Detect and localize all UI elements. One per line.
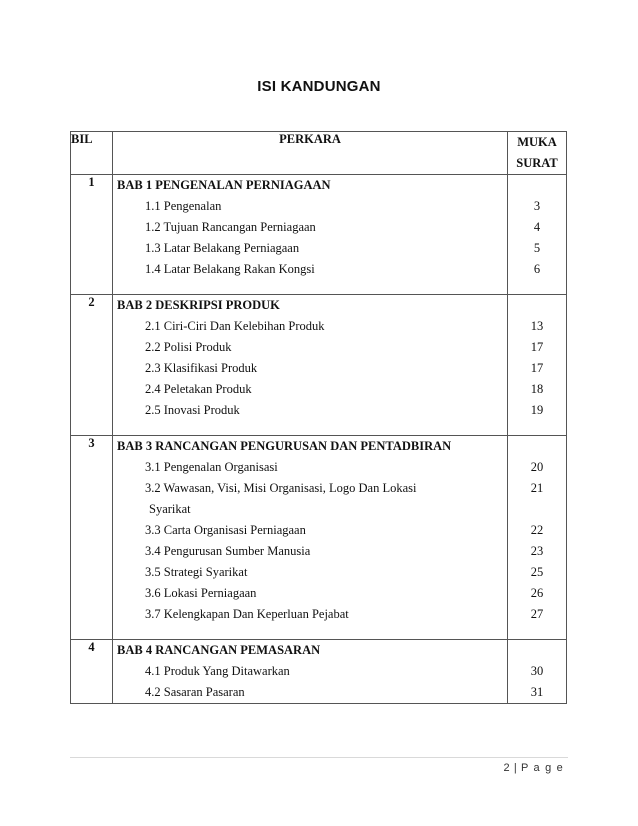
spacer xyxy=(508,295,566,316)
toc-item-page: 17 xyxy=(530,340,544,354)
toc-item-label: 3.2 Wawasan, Visi, Misi Organisasi, Logo Dan Lokasi xyxy=(145,481,417,495)
toc-item-page: 27 xyxy=(530,607,544,621)
footer-divider xyxy=(70,757,568,758)
footer-separator: | xyxy=(513,762,518,774)
toc-item-label: 2.5 Inovasi Produk xyxy=(145,403,240,417)
toc-item-label: 4.1 Produk Yang Ditawarkan xyxy=(145,664,290,678)
toc-item-label: 1.4 Latar Belakang Rakan Kongsi xyxy=(145,262,315,276)
header-muka-line2: SURAT xyxy=(516,156,558,170)
toc-item-label: 4.2 Sasaran Pasaran xyxy=(145,685,245,699)
section-title: BAB 2 DESKRIPSI PRODUK xyxy=(117,298,280,312)
section-title: BAB 4 RANCANGAN PEMASARAN xyxy=(117,643,321,657)
section-gap xyxy=(508,280,566,294)
toc-item-page: 22 xyxy=(530,523,544,537)
toc-item-page: 23 xyxy=(530,544,544,558)
section-number: 2 xyxy=(71,295,113,436)
header-bil: BIL xyxy=(71,132,113,175)
section-pages xyxy=(508,640,567,704)
section-pages xyxy=(508,295,567,436)
toc-item-label: 2.3 Klasifikasi Produk xyxy=(145,361,258,375)
header-perkara: PERKARA xyxy=(113,132,508,175)
section-contents xyxy=(113,295,508,436)
toc-item-page: 30 xyxy=(530,664,544,678)
section-gap xyxy=(508,625,566,639)
footer-page-number: 2 xyxy=(503,762,511,774)
toc-table xyxy=(70,131,567,704)
section-number: 3 xyxy=(71,436,113,640)
spacer xyxy=(508,175,566,196)
toc-item-page: 3 xyxy=(533,199,541,213)
toc-item-label: 3.4 Pengurusan Sumber Manusia xyxy=(145,544,311,558)
section-contents xyxy=(113,436,508,640)
toc-item-page: 20 xyxy=(530,460,544,474)
section-number: 4 xyxy=(71,640,113,704)
section-row xyxy=(71,175,567,295)
section-contents xyxy=(113,175,508,295)
section-gap xyxy=(113,625,507,639)
toc-item-label: Syarikat xyxy=(149,502,191,516)
section-gap xyxy=(508,421,566,435)
footer-page-word: P a g e xyxy=(520,762,564,774)
toc-item-label: 3.3 Carta Organisasi Perniagaan xyxy=(145,523,306,537)
toc-item-label: 2.2 Polisi Produk xyxy=(145,340,232,354)
toc-item-label: 3.7 Kelengkapan Dan Keperluan Pejabat xyxy=(145,607,349,621)
toc-item-label: 3.6 Lokasi Perniagaan xyxy=(145,586,257,600)
section-row xyxy=(71,436,567,640)
section-number: 1 xyxy=(71,175,113,295)
toc-item-page: 4 xyxy=(533,220,541,234)
toc-item-page: 26 xyxy=(530,586,544,600)
toc-item-label: 1.1 Pengenalan xyxy=(145,199,222,213)
spacer xyxy=(508,640,566,661)
toc-item-page: 31 xyxy=(530,685,544,699)
section-contents xyxy=(113,640,508,704)
toc-item-page: 18 xyxy=(530,382,544,396)
section-title: BAB 1 PENGENALAN PERNIAGAAN xyxy=(117,178,331,192)
toc-item-page: 13 xyxy=(530,319,544,333)
header-muka-line1: MUKA xyxy=(517,135,557,149)
toc-item-label: 3.1 Pengenalan Organisasi xyxy=(145,460,278,474)
page-footer xyxy=(504,762,564,774)
section-title: BAB 3 RANCANGAN PENGURUSAN DAN PENTADBIRAN xyxy=(117,439,452,453)
toc-item-page: 21 xyxy=(530,481,544,495)
toc-item-page: 19 xyxy=(530,403,544,417)
toc-item-page: 5 xyxy=(533,241,541,255)
toc-item-page: 25 xyxy=(530,565,544,579)
toc-item-page: 17 xyxy=(530,361,544,375)
toc-item-label: 2.1 Ciri-Ciri Dan Kelebihan Produk xyxy=(145,319,325,333)
section-row xyxy=(71,640,567,704)
page-title: ISI KANDUNGAN xyxy=(257,78,381,95)
section-pages xyxy=(508,175,567,295)
spacer xyxy=(508,436,566,457)
toc-item-label: 3.5 Strategi Syarikat xyxy=(145,565,248,579)
toc-item-label: 2.4 Peletakan Produk xyxy=(145,382,252,396)
section-row xyxy=(71,295,567,436)
section-pages xyxy=(508,436,567,640)
section-gap xyxy=(113,421,507,435)
toc-item-page xyxy=(508,499,566,520)
toc-item-page: 6 xyxy=(533,262,541,276)
header-row xyxy=(71,132,567,175)
toc-item-label: 1.3 Latar Belakang Perniagaan xyxy=(145,241,300,255)
toc-item-label: 1.2 Tujuan Rancangan Perniagaan xyxy=(145,220,316,234)
header-muka-surat xyxy=(508,132,567,175)
section-gap xyxy=(113,280,507,294)
